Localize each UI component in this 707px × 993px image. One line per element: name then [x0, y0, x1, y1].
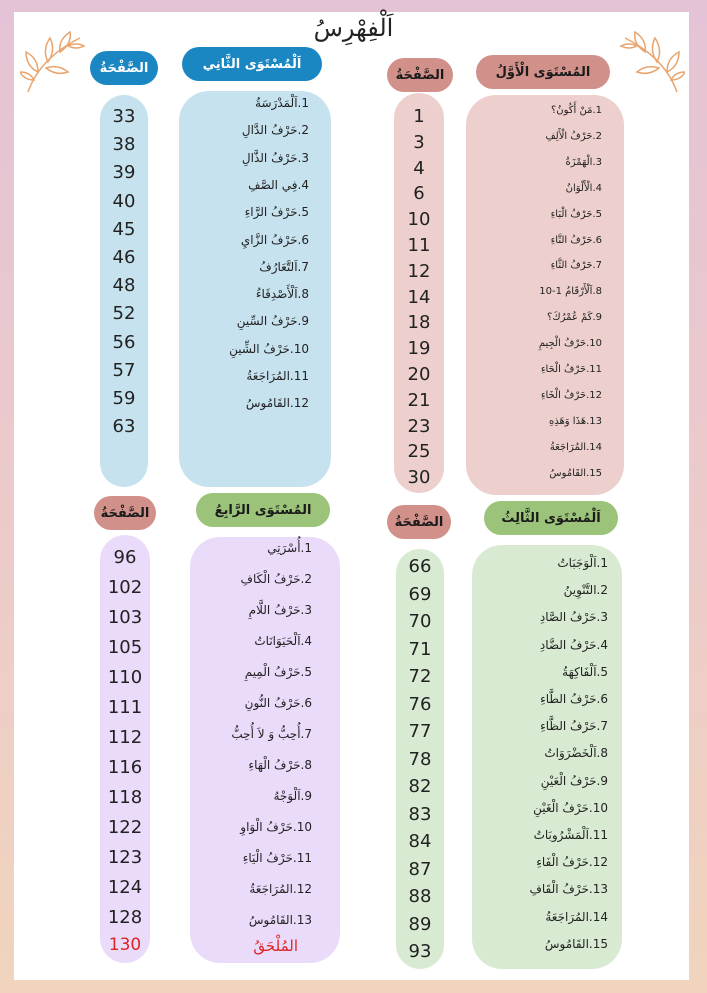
- page-number: 87: [408, 858, 432, 880]
- toc-item: 11.المُرَاجَعَةُ: [246, 369, 309, 383]
- toc-item: 3.حَرْفُ الذَّالِ: [241, 150, 309, 165]
- page-number: 111: [107, 697, 143, 718]
- page-number: 14: [407, 286, 431, 308]
- level3-items-panel: [472, 545, 622, 969]
- page-number: 46: [112, 247, 136, 268]
- page-number: 40: [112, 190, 136, 212]
- page-number: 66: [408, 556, 432, 577]
- toc-item: 2.حَرْفُ الْكَافِ: [240, 572, 312, 586]
- toc-item: 2.حَرْفُ الْأَلِفِ: [545, 130, 602, 142]
- toc-item: 8.اَلْأَرْقَامُ 1-10: [539, 286, 602, 298]
- page-number: 57: [112, 359, 136, 381]
- toc-item: 11.حَرْفُ الْيَاءِ: [242, 851, 312, 865]
- toc-item: 13.القَامُوسُ: [248, 913, 312, 927]
- toc-item: 1.اَلْوَجَبَاتُ: [557, 556, 608, 570]
- page-number: 103: [107, 607, 143, 628]
- page-number: 76: [408, 693, 432, 715]
- page-number: 11: [407, 235, 431, 256]
- toc-item: 9.كَمْ عُمْرُكَ؟: [547, 312, 602, 324]
- page-number: 83: [408, 803, 432, 825]
- page-number: 21: [407, 389, 431, 411]
- toc-item: 2.حَرْفُ الدَّالِ: [241, 123, 309, 138]
- page-number: 116: [107, 757, 143, 778]
- toc-item: 6.حَرْفُ النُّونِ: [244, 696, 312, 710]
- page-number: 96: [113, 547, 137, 568]
- toc-item: 10.حَرْفُ الشِّينِ: [229, 341, 309, 356]
- level4-page-header: الصَّفْحَةُ: [94, 496, 156, 530]
- page-number: 19: [407, 338, 431, 360]
- level2-page-header: الصَّفْحَةُ: [90, 51, 158, 85]
- toc-item: 11.حَرْفُ الْحَاءِ: [540, 364, 602, 375]
- level2-items-panel: [179, 91, 331, 487]
- level1-items-panel: [466, 95, 624, 495]
- page-number: 12: [407, 260, 431, 282]
- toc-item: 5.حَرْفُ الْبَاءِ: [550, 208, 602, 220]
- page-number: 69: [408, 583, 432, 605]
- toc-item: 4.حَرْفُ الضَّادِ: [539, 637, 608, 652]
- toc-item: 15.القَامُوسُ: [549, 467, 602, 479]
- toc-item: 9.حَرْفُ الْعَيْنِ: [540, 773, 608, 788]
- appendix-label: المُلْحَقُ: [253, 937, 298, 955]
- page-number: 52: [112, 303, 136, 325]
- toc-item: 12.حَرْفُ الْخَاءِ: [540, 389, 602, 401]
- page-number: 123: [107, 847, 143, 868]
- level2-title: اَلْمُسْتَوَى الثَّانِي: [182, 47, 322, 81]
- level1-title: المُسْتَوَى الْأَوَّلُ: [476, 55, 610, 89]
- toc-item: 12.القَامُوسُ: [245, 396, 309, 411]
- toc-item: 5.حَرْفُ الرَّاءِ: [244, 205, 309, 220]
- page-number: 20: [407, 364, 431, 385]
- page-number: 25: [407, 441, 431, 463]
- toc-item: 8.اَلْخَضْرَوَاتُ: [544, 746, 608, 761]
- toc-item: 2.التَّنْوِينُ: [563, 583, 608, 598]
- page-number: 71: [408, 638, 432, 660]
- toc-item: 10.حَرْفُ الْجِيمِ: [538, 338, 602, 350]
- page-number: 33: [112, 106, 136, 127]
- page-number: 1: [413, 106, 425, 127]
- page-number: 45: [112, 218, 136, 240]
- toc-item: 5.حَرْفُ الْمِيمِ: [244, 665, 312, 679]
- toc-item: 12.حَرْفُ الْفَاءِ: [536, 855, 608, 870]
- level3-pages-panel: [396, 549, 444, 969]
- page-number: 70: [408, 611, 432, 632]
- toc-item: 9.اَلْوَجْهُ: [273, 789, 312, 803]
- toc-item: 10.حَرْفُ الْغَيْنِ: [533, 800, 608, 815]
- toc-item: 4.فِي الصَّفِ: [248, 177, 309, 192]
- page-number: 4: [413, 157, 425, 179]
- level4-title: المُسْتَوَى الرَّابِعُ: [196, 493, 330, 527]
- level4-items-panel: [190, 537, 340, 963]
- toc-item: 7.اَلتَّعَارُفُ: [259, 259, 309, 274]
- toc-item: 13.حَرْفُ الْقَافِ: [529, 882, 608, 897]
- page-number: 102: [107, 577, 143, 598]
- page-number: 38: [112, 134, 136, 156]
- page-number: 89: [408, 913, 432, 935]
- page-number: 118: [107, 787, 143, 808]
- toc-item: 4.الْأَلْوَانُ: [565, 182, 602, 194]
- toc-item: 3.حَرْفُ الصَّادِ: [539, 610, 608, 625]
- toc-item: 6.حَرْفُ الطَّاءِ: [540, 692, 608, 706]
- page-number: 72: [408, 666, 432, 687]
- toc-item: 3.حَرْفُ اللَّامِ: [248, 603, 312, 617]
- toc-item: 5.اَلْفَاكِهَةُ: [562, 664, 608, 679]
- level4-pages-panel: [100, 535, 150, 963]
- toc-item: 7.حَرْفُ الثَّاءِ: [550, 260, 602, 272]
- page-number: 128: [107, 907, 143, 928]
- page-number: 78: [408, 748, 432, 770]
- page-number: 122: [107, 817, 143, 838]
- toc-item: 10.حَرْفُ الْوَاوِ: [240, 820, 312, 834]
- page-number: 63: [112, 416, 136, 438]
- page-number: 88: [408, 886, 432, 907]
- page-number: 110: [107, 667, 143, 688]
- page-number: 39: [112, 162, 136, 184]
- page-number: 10: [407, 209, 431, 231]
- level1-pages-panel: [394, 93, 444, 493]
- toc-item: 14.المُرَاجَعَةُ: [549, 441, 602, 453]
- toc-item: 13.هَذَا وَهَذِهِ: [549, 415, 602, 427]
- toc-item: 1.أُسْرَتِي: [267, 541, 312, 555]
- level2-pages-panel: [100, 95, 148, 487]
- page-number: 30: [407, 467, 431, 489]
- toc-item: 12.المُرَاجَعَةُ: [249, 882, 312, 896]
- page-title: اَلْفِهْرِسُ: [313, 14, 394, 42]
- toc-item: 1.اَلْمَدْرَسَةُ: [255, 96, 309, 110]
- toc-item: 15.القَامُوسُ: [544, 936, 608, 951]
- page-number: 6: [413, 183, 425, 205]
- toc-item: 11.اَلْمَشْرُوبَاتُ: [533, 828, 608, 842]
- toc-item: 6.حَرْفُ الزَّايِ: [240, 232, 309, 247]
- toc-item: 8.حَرْفُ الْهَاءِ: [248, 758, 312, 772]
- page-number: 105: [107, 637, 143, 658]
- toc-item: 1.مَنْ أَكُونُ؟: [550, 105, 602, 116]
- toc-item: 14.المُرَاجَعَةُ: [545, 909, 608, 924]
- toc-item: 7.أُحِبُّ وَ لاَ أُحِبُّ: [231, 727, 312, 741]
- page-number: 84: [408, 831, 432, 852]
- page-number: 23: [407, 415, 431, 437]
- page-number: 77: [408, 721, 432, 742]
- toc-item: 4.اَلْحَيَوَانَاتُ: [254, 634, 312, 648]
- toc-item: 7.حَرْفُ الظَّاءِ: [540, 719, 608, 734]
- page-number: 112: [107, 727, 143, 748]
- page-number: 48: [112, 275, 136, 297]
- page-number: 3: [413, 131, 425, 153]
- page-number: 82: [408, 776, 432, 797]
- appendix-page-number: 130: [108, 935, 142, 955]
- page-number: 18: [407, 312, 431, 334]
- toc-item: 9.حَرْفُ السِّينِ: [236, 314, 309, 329]
- toc-item: 8.اَلْأَصْدِقَاءُ: [255, 287, 309, 302]
- page-number: 56: [112, 331, 136, 353]
- page-number: 124: [107, 877, 143, 898]
- level1-page-header: الصَّفْحَةُ: [387, 58, 453, 92]
- toc-item: 3.الْهَمْزَةُ: [565, 156, 602, 168]
- level3-title: اَلْمُسْتَوَى الثَّالِثُ: [484, 501, 618, 535]
- page-number: 93: [408, 941, 432, 962]
- page-number: 59: [112, 388, 136, 409]
- level3-page-header: الصَّفْحَةُ: [387, 505, 451, 539]
- toc-item: 6.حَرْفُ التَّاءِ: [550, 234, 602, 246]
